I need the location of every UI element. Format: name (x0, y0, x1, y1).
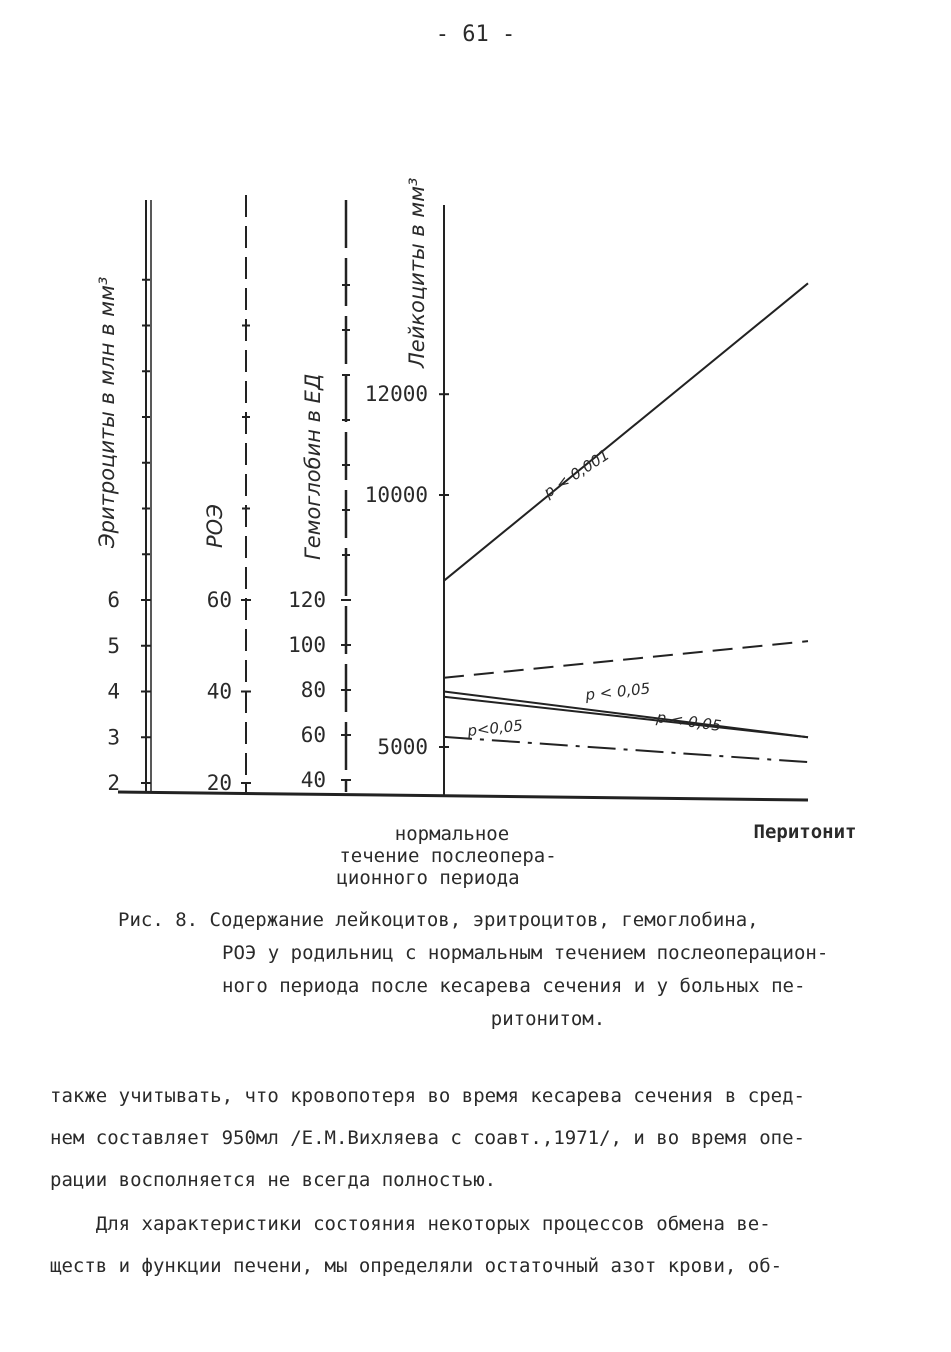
leukocytes-tick-label: 12000 (364, 382, 428, 407)
erythrocytes-tick-label: 4 (107, 679, 120, 704)
page-number: - 61 - (435, 22, 516, 47)
annotation-p-005-hemoglobin: p < 0,05 (655, 708, 723, 736)
x-category-normal-line2: течение послеопера- (339, 845, 557, 867)
body-line-1: также учитывать, что кровопотеря во время кесарева сечения в сред- (50, 1085, 805, 1107)
leukocytes-tick-label: 10000 (364, 483, 428, 507)
x-category-normal-line3: ционного периода (336, 867, 520, 889)
hemoglobin-tick-label: 40 (300, 768, 326, 792)
series-line-leukocytes-0 (444, 283, 808, 580)
caption-line-4: ритонитом. (490, 1008, 606, 1030)
hemoglobin-tick-label: 100 (288, 633, 326, 657)
leukocytes-axis-title: Лейкоциты в мм³ (405, 177, 429, 368)
hemoglobin-tick-label: 120 (288, 588, 326, 612)
series-line-leukocytes-4 (444, 737, 808, 762)
body-line-5: ществ и функции печени, мы определяли остаточный азот крови, об- (50, 1255, 783, 1277)
roe-axis-title: РОЭ (203, 504, 227, 548)
erythrocytes-tick-label: 5 (107, 633, 120, 658)
figure-caption (118, 904, 878, 1036)
annotation-p-005-leuko: p<0,05 (466, 716, 524, 740)
erythrocytes-tick-label: 3 (107, 725, 120, 750)
caption-line-2: РОЭ у родильниц с нормальным течением послеоперацион- (222, 942, 829, 964)
caption-line-1: Рис. 8. Содержание лейкоцитов, эритроцитов, гемоглобина, (118, 909, 759, 931)
roe-tick-label: 60 (206, 588, 232, 612)
annotation-p-005-roe: p < 0,05 (584, 679, 652, 704)
erythrocytes-axis (146, 200, 151, 792)
hemoglobin-tick-label: 60 (300, 723, 326, 747)
erythrocytes-axis-title: Эритроциты в млн в мм³ (95, 276, 119, 548)
body-line-4: Для характеристики состояния некоторых процессов обмена ве- (50, 1213, 771, 1235)
x-category-peritonitis: Перитонит (753, 821, 857, 843)
body-line-3: рации восполняется не всегда полностью. (50, 1169, 497, 1191)
x-category-normal-line1: нормальное (394, 823, 510, 845)
caption-line-3: ного периода после кесарева сечения и у больных пе- (222, 975, 806, 997)
leukocytes-tick-label: 5000 (377, 735, 428, 759)
hemoglobin-tick-label: 80 (300, 678, 326, 702)
body-line-2: нем составляет 950мл /Е.М.Вихляева с соавт.,1971/, и во время опе- (50, 1127, 805, 1149)
erythrocytes-tick-label: 6 (107, 588, 120, 612)
annotation-p-0001: p < 0,001 (540, 445, 613, 502)
erythrocytes-tick-label: 2 (107, 771, 120, 795)
series-line-roe-1 (444, 641, 808, 678)
roe-tick-label: 40 (206, 679, 232, 704)
hemoglobin-axis-title: Гемоглобин в ЕД (301, 373, 325, 560)
roe-tick-label: 20 (206, 771, 232, 795)
